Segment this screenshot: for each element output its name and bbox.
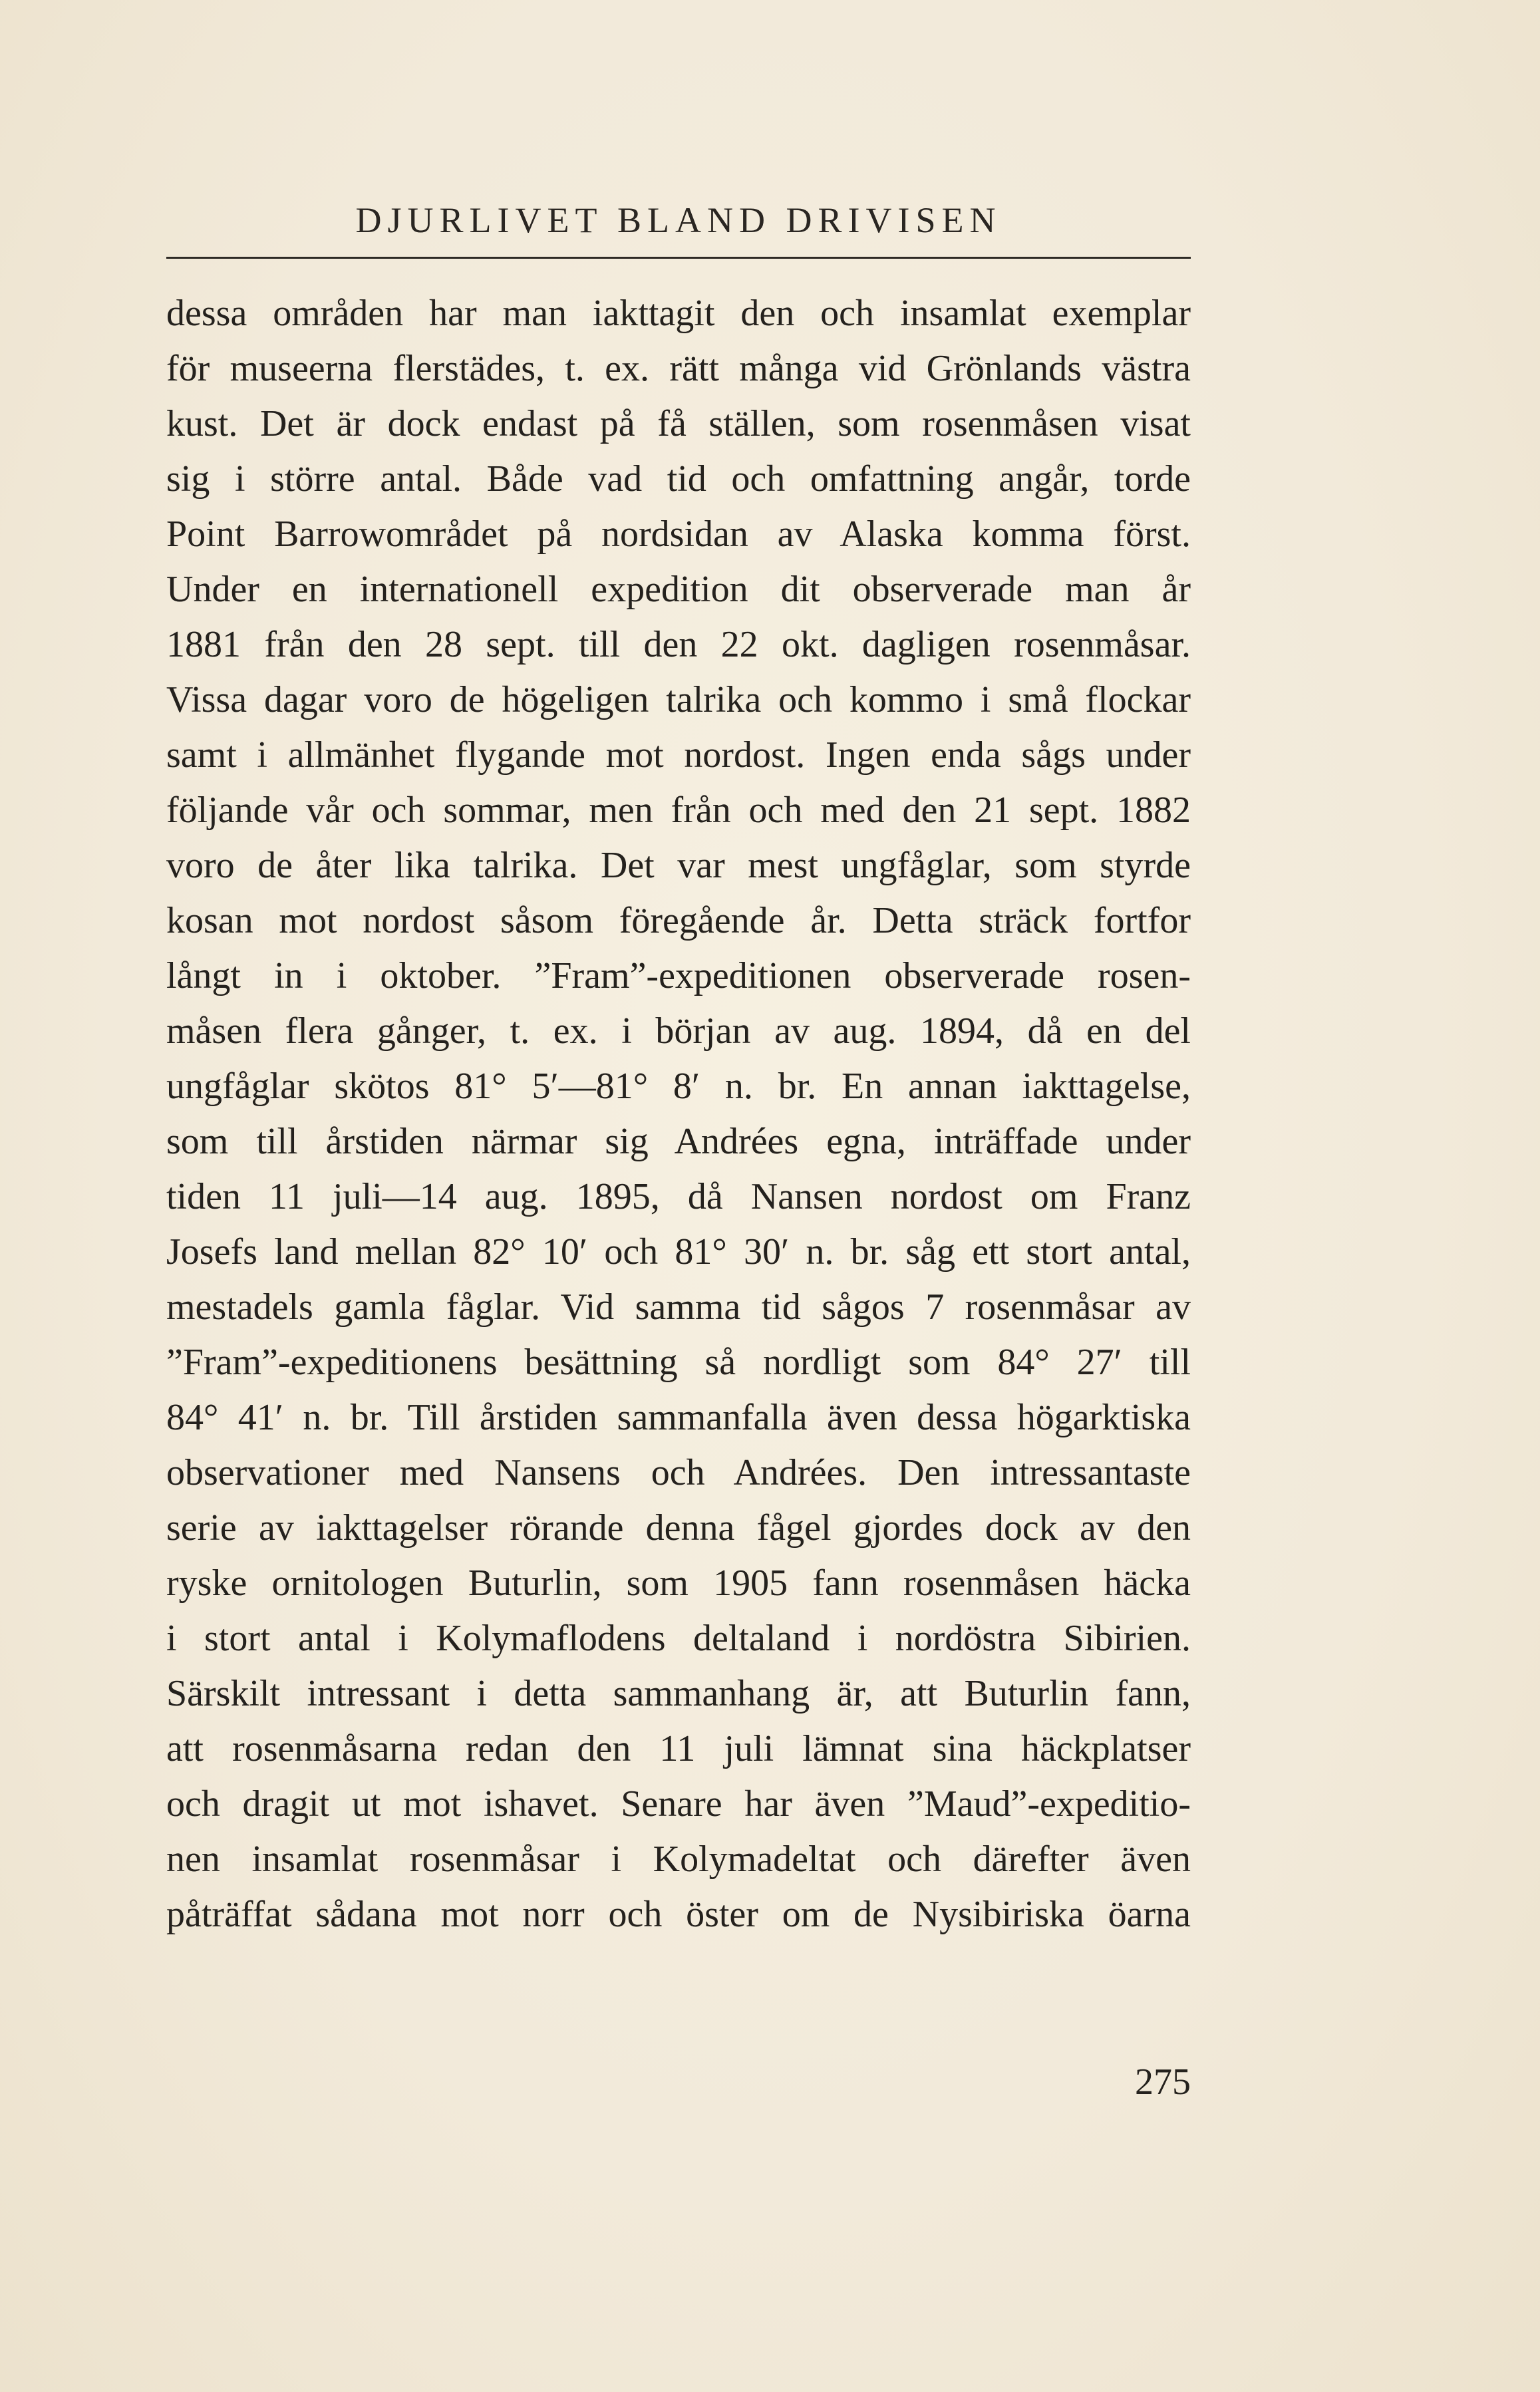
text-line: mestadels gamla fåglar. Vid samma tid sågos 7 rosenmåsar av [166, 1286, 1191, 1328]
text-line: 1881 från den 28 sept. till den 22 okt. dagligen rosenmåsar. [166, 624, 1191, 665]
text-line: i stort antal i Kolymaflodens deltaland i nordöstra Sibirien. [166, 1618, 1191, 1659]
text-line: och dragit ut mot ishavet. Senare har även ”Maud”-expeditio- [166, 1783, 1191, 1825]
text-line: långt in i oktober. ”Fram”-expeditionen observerade rosen- [166, 955, 1191, 996]
text-line: Point Barrowområdet på nordsidan av Alaska komma först. [166, 514, 1191, 555]
text-line: samt i allmänhet flygande mot nordost. Ingen enda sågs under [166, 734, 1191, 776]
text-line: serie av iakttagelser rörande denna fågel gjordes dock av den [166, 1507, 1191, 1549]
text-line: 84° 41′ n. br. Till årstiden sammanfalla även dessa högarktiska [166, 1397, 1191, 1438]
text-line: ”Fram”-expeditionens besättning så nordligt som 84° 27′ till [166, 1342, 1191, 1383]
text-line: som till årstiden närmar sig Andrées egna, inträffade under [166, 1121, 1191, 1162]
body-text [166, 286, 1191, 1942]
text-line: påträffat sådana mot norr och öster om de Nysibiriska öarna [166, 1894, 1191, 1935]
text-line: ungfåglar skötos 81° 5′—81° 8′ n. br. En annan iakttagelse, [166, 1066, 1191, 1107]
text-line: nen insamlat rosenmåsar i Kolymadeltat och därefter även [166, 1839, 1191, 1880]
header-rule [166, 257, 1191, 259]
text-line: ryske ornitologen Buturlin, som 1905 fann rosenmåsen häcka [166, 1563, 1191, 1604]
text-line: måsen flera gånger, t. ex. i början av aug. 1894, då en del [166, 1010, 1191, 1052]
page-number: 275 [1135, 2061, 1191, 2103]
text-line: Särskilt intressant i detta sammanhang är, att Buturlin fann, [166, 1673, 1191, 1714]
text-line: att rosenmåsarna redan den 11 juli lämnat sina häckplatser [166, 1728, 1191, 1769]
text-line: voro de åter lika talrika. Det var mest ungfåglar, som styrde [166, 845, 1191, 886]
text-line: dessa områden har man iakttagit den och insamlat exemplar [166, 293, 1191, 334]
running-head: DJURLIVET BLAND DRIVISEN [355, 200, 1002, 240]
text-line: kosan mot nordost såsom föregående år. Detta sträck fortfor [166, 900, 1191, 941]
text-line: för museerna flerstädes, t. ex. rätt många vid Grönlands västra [166, 348, 1191, 389]
text-line: tiden 11 juli—14 aug. 1895, då Nansen nordost om Franz [166, 1176, 1191, 1217]
text-line: observationer med Nansens och Andrées. Den intressantaste [166, 1452, 1191, 1493]
text-line: Under en internationell expedition dit observerade man år [166, 569, 1191, 610]
text-line: kust. Det är dock endast på få ställen, som rosenmåsen visat [166, 403, 1191, 444]
text-line: sig i större antal. Både vad tid och omfattning angår, torde [166, 458, 1191, 500]
text-line: Josefs land mellan 82° 10′ och 81° 30′ n. br. såg ett stort antal, [166, 1231, 1191, 1272]
text-line: följande vår och sommar, men från och med den 21 sept. 1882 [166, 790, 1191, 831]
text-line: Vissa dagar voro de högeligen talrika och kommo i små flockar [166, 679, 1191, 720]
